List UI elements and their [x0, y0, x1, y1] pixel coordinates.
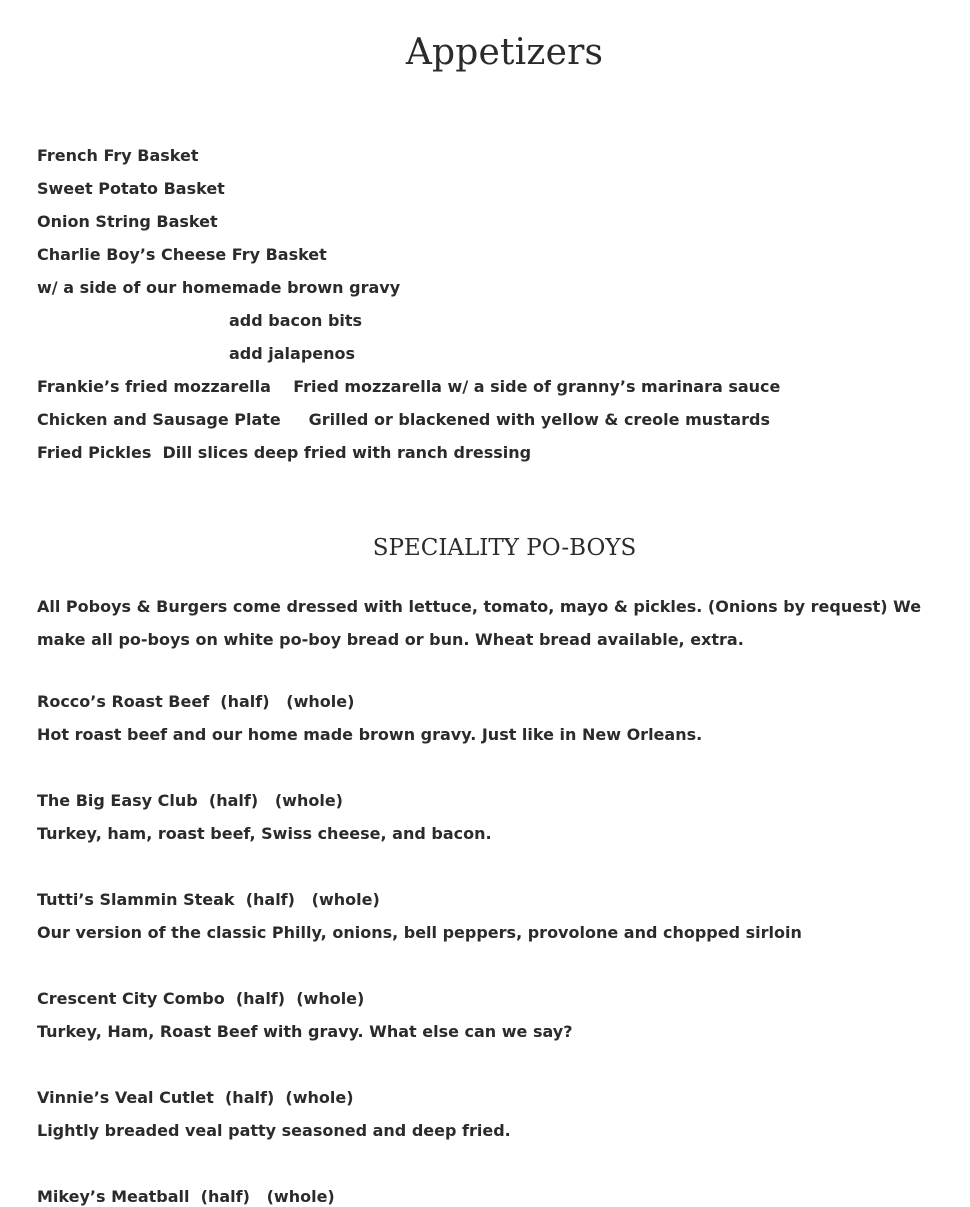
poboy-description: Turkey, Ham, Roast Beef with gravy. What else can we say? — [37, 1022, 573, 1041]
poboy-description: Lightly breaded veal patty seasoned and deep fried. — [37, 1121, 511, 1140]
poboy-name: The Big Easy Club (half) (whole) — [37, 791, 343, 810]
poboy-name: Vinnie’s Veal Cutlet (half) (whole) — [37, 1088, 354, 1107]
appetizer-item: French Fry Basket — [37, 146, 199, 165]
poboy-name: Tutti’s Slammin Steak (half) (whole) — [37, 890, 380, 909]
poboy-name: Rocco’s Roast Beef (half) (whole) — [37, 692, 355, 711]
appetizers-heading: Appetizers — [405, 32, 604, 73]
poboy-description: Turkey, ham, roast beef, Swiss cheese, and bacon. — [37, 824, 492, 843]
poboy-name: Mikey’s Meatball (half) (whole) — [37, 1187, 335, 1206]
appetizer-item: Sweet Potato Basket — [37, 179, 225, 198]
appetizer-item: Chicken and Sausage Plate Grilled or blackened with yellow & creole mustards — [37, 410, 770, 429]
appetizer-item: Charlie Boy’s Cheese Fry Basket — [37, 245, 327, 264]
poboy-description: Hot roast beef and our home made brown gravy. Just like in New Orleans. — [37, 725, 703, 744]
appetizer-item-note: w/ a side of our homemade brown gravy — [37, 278, 401, 297]
poboys-heading: SPECIALITY PO-BOYS — [372, 535, 637, 561]
poboys-intro: All Poboys & Burgers come dressed with lettuce, tomato, mayo & pickles. (Onions by request) We make all po-boys on white po-boy bread or bun. Wheat bread available, extra. — [37, 597, 922, 649]
appetizer-addon: add jalapenos — [229, 344, 356, 363]
appetizer-item: Onion String Basket — [37, 212, 218, 231]
poboy-name: Crescent City Combo (half) (whole) — [37, 989, 365, 1008]
appetizer-item: Fried Pickles Dill slices deep fried with ranch dressing — [37, 443, 532, 462]
poboy-description: Our version of the classic Philly, onions, bell peppers, provolone and chopped sirloin — [37, 923, 802, 942]
appetizer-item: Frankie’s fried mozzarella Fried mozzarella w/ a side of granny’s marinara sauce — [37, 377, 781, 396]
appetizer-addon: add bacon bits — [229, 311, 363, 330]
